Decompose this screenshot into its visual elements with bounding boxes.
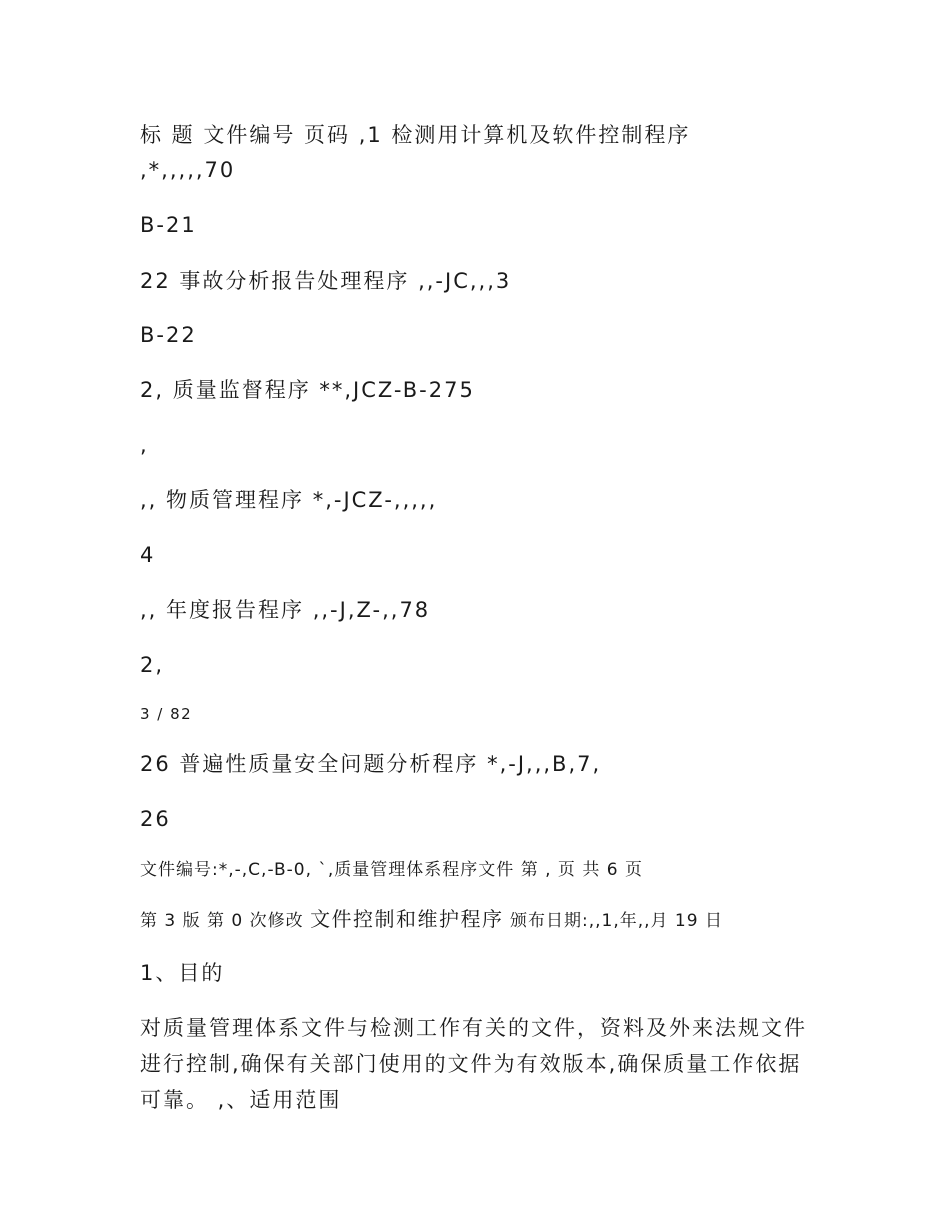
toc-line: 26 普遍性质量安全问题分析程序 *,-J,,,B,7, <box>140 752 602 776</box>
section-heading: 1、目的 <box>140 961 225 985</box>
toc-line: 26 <box>140 807 171 831</box>
toc-line: ,, 物质管理程序 *,-JCZ-,,,,, <box>140 488 438 512</box>
toc-line: , <box>140 433 149 457</box>
body-paragraph: 对质量管理体系文件与检测工作有关的文件，资料及外来法规文件进行控制,确保有关部门使用的文件为有效版本,确保质量工作依据可靠。 ,、适用范围 <box>140 1016 807 1112</box>
revision-info: 第 3 版 第 0 次修改 <box>140 911 304 931</box>
toc-line: B-22 <box>140 323 197 347</box>
toc-line: 2, 质量监督程序 **,JCZ-B-275 <box>140 378 475 402</box>
toc-line: ,, 年度报告程序 ,,-J,Z-,,78 <box>140 598 431 622</box>
doc-header-line-2 <box>140 905 723 935</box>
toc-line: ,*,,,,,70 <box>140 158 236 182</box>
issue-date: 颁布日期:,,1,年,,月 19 日 <box>509 911 723 931</box>
doc-header-line: 文件编号:*,-,C,-B-0, `,质量管理体系程序文件 第 , 页 共 6 页 <box>140 860 643 880</box>
toc-line: 4 <box>140 543 156 567</box>
toc-line: 22 事故分析报告处理程序 ,,-JC,,,3 <box>140 269 512 293</box>
page-number: 3 / 82 <box>140 705 193 723</box>
toc-line: B-21 <box>140 213 197 237</box>
toc-header-line: 标 题 文件编号 页码 ,1 检测用计算机及软件控制程序 <box>140 123 691 147</box>
toc-line: 2, <box>140 653 165 677</box>
procedure-title: 文件控制和维护程序 <box>310 907 504 931</box>
